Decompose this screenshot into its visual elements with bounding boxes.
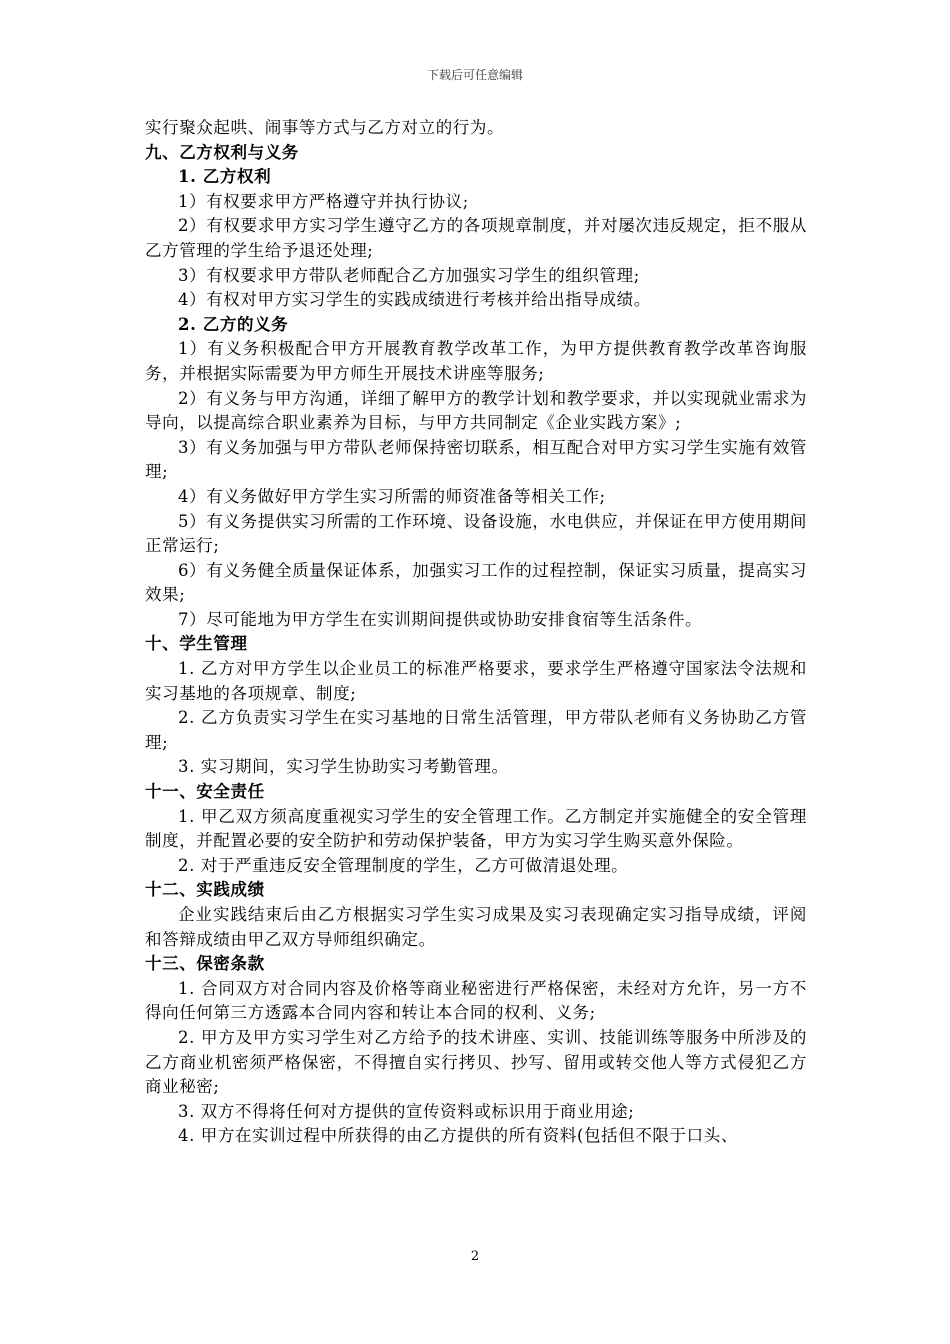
- paragraph: 企业实践结束后由乙方根据实习学生实习成果及实习表现确定实习指导成绩，评阅和答辩成绩由甲乙双方导师组织确定。: [145, 905, 807, 949]
- paragraph: 2. 对于严重违反安全管理制度的学生，乙方可做清退处理。: [178, 855, 629, 875]
- section-heading: 九、乙方权利与义务: [145, 142, 299, 162]
- paragraph: 5）有义务提供实习所需的工作环境、设备设施，水电供应，并保证在甲方使用期间正常运行;: [145, 511, 807, 556]
- paragraph: 2. 乙方负责实习学生在实习基地的日常生活管理，甲方带队老师有义务协助乙方管理;: [145, 708, 807, 752]
- paragraph: 3）有义务加强与甲方带队老师保持密切联系，相互配合对甲方实习学生实施有效管理;: [145, 437, 807, 482]
- section-heading: 十一、安全责任: [145, 782, 265, 802]
- paragraph: 1. 合同双方对合同内容及价格等商业秘密进行严格保密，未经对方允许，另一方不得向任何第三方透露本合同内容和转让本合同的权利、义务;: [145, 978, 807, 1023]
- paragraph: 2）有权要求甲方实习学生遵守乙方的各项规章制度，并对屡次违反规定，拒不服从乙方管理的学生给予退还处理;: [145, 216, 807, 260]
- paragraph: 2. 甲方及甲方实习学生对乙方给予的技术讲座、实训、技能训练等服务中所涉及的乙方商业机密须严格保密，不得擅自实行拷贝、抄写、留用或转交他人等方式侵犯乙方商业秘密;: [145, 1027, 807, 1097]
- page-number: 2: [470, 1249, 480, 1264]
- paragraph: 7）尽可能地为甲方学生在实训期间提供或协助安排食宿等生活条件。: [178, 609, 703, 629]
- paragraph: 1）有义务积极配合甲方开展教育教学改革工作，为甲方提供教育教学改革咨询服务，并根据实际需要为甲方师生开展技术讲座等服务;: [145, 339, 807, 383]
- subsection-heading: 1. 乙方权利: [178, 167, 272, 187]
- paragraph: 3）有权要求甲方带队老师配合乙方加强实习学生的组织管理;: [178, 265, 640, 285]
- paragraph: 1. 乙方对甲方学生以企业员工的标准严格要求，要求学生严格遵守国家法令法规和实习基地的各项规章、制度;: [145, 659, 807, 703]
- paragraph: 3. 双方不得将任何对方提供的宣传资料或标识用于商业用途;: [178, 1101, 635, 1121]
- paragraph: 4. 甲方在实训过程中所获得的由乙方提供的所有资料(包括但不限于口头、: [178, 1126, 738, 1146]
- paragraph: 3. 实习期间，实习学生协助实习考勤管理。: [178, 757, 509, 777]
- section-heading: 十二、实践成绩: [145, 880, 265, 900]
- subsection-heading: 2. 乙方的义务: [178, 314, 289, 334]
- section-heading: 十三、保密条款: [145, 954, 265, 974]
- page-header: 下载后可任意编辑: [426, 68, 523, 82]
- document-body: [145, 116, 807, 1149]
- paragraph: 1）有权要求甲方严格遵守并执行协议;: [178, 191, 469, 211]
- paragraph: 2）有义务与甲方沟通，详细了解甲方的教学计划和教学要求，并以实现就业需求为导向，以提高综合职业素养为目标，与甲方共同制定《企业实践方案》;: [145, 388, 807, 433]
- section-heading: 十、学生管理: [145, 634, 248, 654]
- paragraph: 6）有义务健全质量保证体系，加强实习工作的过程控制，保证实习质量，提高实习效果;: [145, 560, 807, 605]
- paragraph: 4）有权对甲方实习学生的实践成绩进行考核并给出指导成绩。: [178, 290, 651, 310]
- paragraph: 实行聚众起哄、闹事等方式与乙方对立的行为。: [145, 118, 505, 137]
- paragraph: 1. 甲乙双方须高度重视实习学生的安全管理工作。乙方制定并实施健全的安全管理制度，并配置必要的安全防护和劳动保护装备，甲方为实习学生购买意外保险。: [145, 806, 807, 851]
- paragraph: 4）有义务做好甲方学生实习所需的师资准备等相关工作;: [178, 486, 606, 506]
